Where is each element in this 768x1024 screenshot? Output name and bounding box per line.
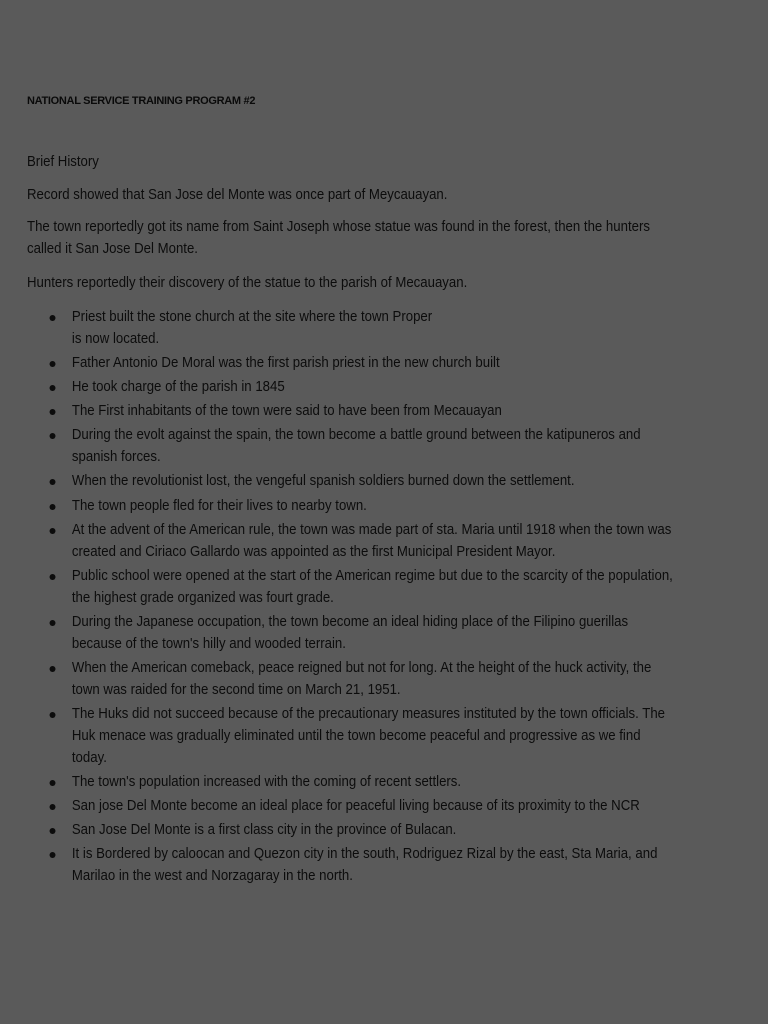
list-item-text: Priest built the stone church at the site where the town Proper is now located. bbox=[71, 308, 433, 347]
list-item bbox=[27, 352, 678, 374]
list-item-text: At the advent of the American rule, the town was made part of sta. Maria until 1918 when the town was created and Ciriaco Gallardo was appointed as the first Municipal President Mayor. bbox=[71, 520, 672, 560]
list-item bbox=[27, 795, 678, 817]
list-item-text: San jose Del Monte become an ideal place for peaceful living because of its proximity to the NCR bbox=[71, 797, 640, 815]
bullet-icon bbox=[50, 361, 56, 367]
list-item-text: During the Japanese occupation, the town become an ideal hiding place of the Filipino guerillas because of the town's hilly and wooded terrain. bbox=[71, 612, 629, 652]
list-item-text: San Jose Del Monte is a first class city in the province of Bulacan. bbox=[71, 821, 457, 839]
paragraph-2: The town reportedly got its name from Saint Joseph whose statue was found in the forest, then the hunters called it San Jose Del Monte. bbox=[27, 218, 650, 257]
list-item-text: It is Bordered by caloocan and Quezon city in the south, Rodriguez Rizal by the east, Sta Maria, and Marilao in the west and Norzagaray in the north. bbox=[71, 845, 658, 885]
list-item bbox=[27, 424, 678, 468]
list-item-text: The town people fled for their lives to nearby town. bbox=[71, 496, 367, 514]
bullet-icon bbox=[50, 620, 56, 626]
list-item-text: Public school were opened at the start of the American regime but due to the scarcity of the population, the highest grade organized was fourt grade. bbox=[71, 566, 673, 606]
list-item bbox=[27, 495, 678, 517]
bullet-icon bbox=[50, 315, 56, 321]
list-item bbox=[27, 519, 678, 563]
list-item bbox=[27, 843, 678, 887]
list-item-text: Father Antonio De Moral was the first parish priest in the new church built bbox=[71, 354, 500, 372]
list-item bbox=[27, 657, 678, 701]
bullet-icon bbox=[50, 479, 56, 485]
list-item-text: During the evolt against the spain, the town become a battle ground between the katipuneros and spanish forces. bbox=[71, 426, 641, 466]
bullet-icon bbox=[50, 528, 56, 534]
list-item bbox=[27, 771, 678, 793]
list-item bbox=[27, 376, 678, 398]
bullet-icon bbox=[50, 828, 56, 834]
bullet-icon bbox=[50, 433, 56, 439]
history-bullet-list bbox=[27, 306, 678, 890]
list-item bbox=[27, 819, 678, 841]
bullet-icon bbox=[50, 852, 56, 858]
bullet-icon bbox=[50, 712, 56, 718]
bullet-icon bbox=[50, 504, 56, 510]
list-item-text: When the American comeback, peace reigned but not for long. At the height of the huck activity, the town was raided for the second time on March 21, 1951. bbox=[71, 658, 652, 698]
list-item bbox=[27, 565, 678, 609]
section-title: Brief History bbox=[27, 153, 99, 170]
list-item bbox=[27, 400, 678, 422]
list-item bbox=[27, 611, 678, 655]
paragraph-1: Record showed that San Jose del Monte was once part of Meycauayan. bbox=[27, 186, 448, 203]
list-item-text: The Huks did not succeed because of the precautionary measures instituted by the town officials. The Huk menace was gradually eliminated until the town become peaceful and progressive as we find today. bbox=[71, 705, 665, 767]
bullet-icon bbox=[50, 574, 56, 580]
list-item-text: He took charge of the parish in 1845 bbox=[71, 378, 285, 396]
bullet-icon bbox=[50, 385, 56, 391]
list-item-text: The town's population increased with the coming of recent settlers. bbox=[71, 773, 462, 791]
list-item-text: The First inhabitants of the town were said to have been from Mecauayan bbox=[71, 402, 502, 420]
list-item bbox=[27, 470, 678, 492]
list-item bbox=[27, 306, 441, 350]
bullet-icon bbox=[50, 780, 56, 786]
bullet-icon bbox=[50, 804, 56, 810]
list-item-text: When the revolutionist lost, the vengeful spanish soldiers burned down the settlement. bbox=[71, 472, 575, 490]
document-header: NATIONAL SERVICE TRAINING PROGRAM #2 bbox=[27, 95, 256, 107]
bullet-icon bbox=[50, 409, 56, 415]
paragraph-3: Hunters reportedly their discovery of the statue to the parish of Mecauayan. bbox=[27, 274, 468, 291]
bullet-icon bbox=[50, 666, 56, 672]
list-item bbox=[27, 703, 678, 769]
